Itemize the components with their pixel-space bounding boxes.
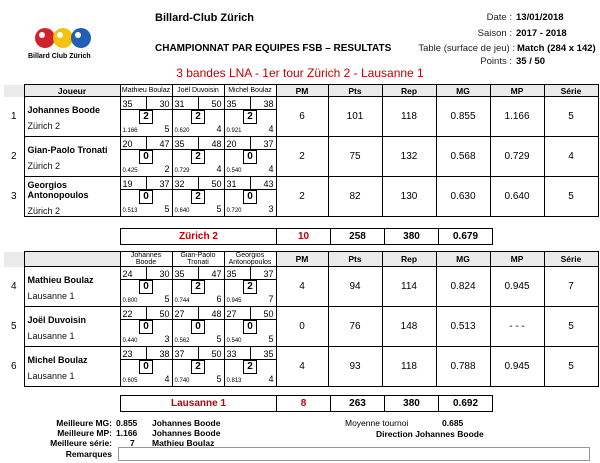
score-innings: 48: [211, 309, 222, 319]
score-average: 0.945: [226, 298, 242, 304]
serie-cell: 7: [544, 267, 598, 307]
score-match-points: 2: [191, 360, 205, 374]
serie-cell: 5: [544, 307, 598, 347]
player-cell: [24, 307, 120, 347]
score-match-points: 0: [139, 150, 153, 164]
score-average: 0.562: [174, 338, 190, 344]
score-match-points: 2: [191, 150, 205, 164]
score-innings: 37: [159, 179, 170, 189]
team1-totals: [120, 228, 493, 245]
avg-label: Moyenne tournoi: [345, 418, 409, 428]
score-innings: 48: [211, 139, 222, 149]
mg-cell: 0.513: [436, 307, 490, 347]
score-points: 31: [174, 99, 185, 109]
opponent-header: Johannes Boode: [120, 252, 172, 267]
score-box: [224, 137, 276, 177]
score-innings: 35: [263, 349, 274, 359]
pm-cell: 2: [276, 137, 328, 177]
score-average: 0.729: [174, 168, 190, 174]
score-points: 22: [122, 309, 133, 319]
score-match-points: 2: [191, 110, 205, 124]
team1-total-pm: 10: [277, 229, 331, 245]
date-label: Date :: [486, 12, 512, 23]
score-match-points: 0: [243, 150, 257, 164]
mp-cell: - - -: [490, 307, 544, 347]
score-serie: 5: [216, 334, 222, 344]
score-match-points: 0: [243, 320, 257, 334]
row-number: 1: [10, 111, 17, 122]
col-pm-header: PM: [276, 85, 328, 97]
score-innings: 50: [211, 349, 222, 359]
score-innings: 37: [263, 139, 274, 149]
player-team: Lausanne 1: [27, 290, 75, 301]
score-box: [172, 177, 224, 217]
opponent-header: Michel Boulaz: [224, 85, 276, 97]
col-mg-header: MG: [436, 252, 490, 267]
pm-cell: 6: [276, 97, 328, 137]
col-pts-header: Pts: [328, 85, 382, 97]
player-name: Georgios Antonopoulos: [27, 179, 89, 200]
pm-cell: 4: [276, 267, 328, 307]
score-average: 0.425: [122, 168, 138, 174]
score-innings: 50: [263, 309, 274, 319]
score-average: 0.740: [174, 378, 190, 384]
score-innings: 47: [211, 269, 222, 279]
score-match-points: 2: [191, 280, 205, 294]
player-team: Zürich 2: [27, 160, 61, 171]
score-points: 23: [122, 349, 133, 359]
best-mp-name: Johannes Boode: [152, 428, 221, 438]
opponent-header: Mathieu Boulaz: [120, 85, 172, 97]
score-points: 20: [226, 139, 237, 149]
mp-cell: 0.945: [490, 267, 544, 307]
score-box: [172, 97, 224, 137]
score-match-points: 2: [243, 360, 257, 374]
score-match-points: 0: [139, 190, 153, 204]
score-points: 35: [174, 269, 185, 279]
mp-cell: 0.945: [490, 347, 544, 387]
mg-cell: 0.788: [436, 347, 490, 387]
opponent-header: Georgios Antonopoulos: [224, 252, 276, 267]
player-row: [4, 177, 598, 217]
club-name: Billard-Club Zürich: [155, 12, 254, 24]
logo-text: Billard Club Zürich: [28, 53, 91, 60]
team2-totals: [120, 395, 493, 412]
score-match-points: 2: [191, 190, 205, 204]
serie-cell: 5: [544, 347, 598, 387]
score-points: 19: [122, 179, 133, 189]
score-box: [172, 307, 224, 347]
team2-total-pts: 263: [331, 396, 385, 412]
player-cell: [24, 267, 120, 307]
score-serie: 5: [164, 204, 170, 214]
score-box: [120, 137, 172, 177]
score-box: [120, 347, 172, 387]
player-cell: [24, 177, 120, 217]
score-match-points: 2: [243, 280, 257, 294]
score-box: [224, 97, 276, 137]
player-row: [4, 347, 598, 387]
rep-cell: 114: [382, 267, 436, 307]
mg-cell: 0.630: [436, 177, 490, 217]
avg-value: 0.685: [442, 418, 464, 428]
score-innings: 30: [159, 269, 170, 279]
score-innings: 30: [159, 99, 170, 109]
score-average: 0.744: [174, 298, 190, 304]
remarks-field[interactable]: [118, 447, 590, 461]
score-average: 0.440: [122, 338, 138, 344]
score-box: [224, 307, 276, 347]
player-name: Joël Duvoisin: [27, 314, 87, 325]
col-rep-header: Rep: [382, 85, 436, 97]
pts-cell: 75: [328, 137, 382, 177]
col-player-header: [24, 252, 120, 267]
mp-cell: 1.166: [490, 97, 544, 137]
team2-total-mg: 0.692: [439, 396, 493, 412]
score-serie: 4: [268, 374, 274, 384]
score-box: [172, 267, 224, 307]
score-points: 35: [226, 99, 237, 109]
player-team: Lausanne 1: [27, 370, 75, 381]
player-cell: [24, 97, 120, 137]
score-innings: 50: [159, 309, 170, 319]
rep-cell: 118: [382, 97, 436, 137]
rep-cell: 148: [382, 307, 436, 347]
player-team: Zürich 2: [27, 120, 61, 131]
score-average: 0.513: [122, 208, 138, 214]
col-player-header: Joueur: [24, 85, 120, 97]
club-logo: [10, 8, 114, 70]
row-number: 3: [10, 191, 17, 202]
score-box: [224, 267, 276, 307]
team2-total-rep: 380: [385, 396, 439, 412]
billiard-balls-icon: [10, 8, 114, 70]
col-serie-header: Série: [544, 85, 598, 97]
score-match-points: 0: [191, 320, 205, 334]
score-innings: 37: [263, 269, 274, 279]
team1-total-rep: 380: [385, 229, 439, 245]
score-serie: 4: [268, 124, 274, 134]
rep-cell: 132: [382, 137, 436, 177]
player-row: [4, 267, 598, 307]
col-serie-header: Série: [544, 252, 598, 267]
season-label: Saison :: [477, 28, 512, 39]
pm-cell: 2: [276, 177, 328, 217]
score-match-points: 0: [139, 360, 153, 374]
score-box: [120, 307, 172, 347]
score-points: 27: [174, 309, 185, 319]
score-average: 0.640: [174, 208, 190, 214]
player-name: Gian-Paolo Tronati: [27, 144, 108, 155]
table-value: Match (284 x 142): [517, 43, 596, 54]
opponent-header: Gian-Paolo Tronati: [172, 252, 224, 267]
player-team: Lausanne 1: [27, 330, 75, 341]
mp-cell: 0.640: [490, 177, 544, 217]
player-name: Mathieu Boulaz: [27, 274, 94, 285]
table-label: Table (surface de jeu) :: [418, 43, 515, 54]
score-serie: 3: [268, 204, 274, 214]
date-value: 13/01/2018: [516, 12, 564, 23]
score-points: 32: [174, 179, 185, 189]
score-match-points: 2: [139, 110, 153, 124]
player-row: [4, 137, 598, 177]
rep-cell: 130: [382, 177, 436, 217]
best-serie-label: Meilleure série:: [50, 438, 112, 448]
score-points: 33: [226, 349, 237, 359]
score-innings: 50: [211, 179, 222, 189]
score-points: 20: [122, 139, 133, 149]
score-average: 0.540: [226, 168, 242, 174]
score-innings: 47: [159, 139, 170, 149]
serie-cell: 5: [544, 97, 598, 137]
team1-results-table: [4, 84, 599, 217]
row-number: 2: [10, 151, 17, 162]
score-points: 35: [226, 269, 237, 279]
score-box: [120, 267, 172, 307]
remarks-label: Remarques: [65, 449, 112, 459]
score-box: [120, 97, 172, 137]
player-row: [4, 307, 598, 347]
col-mg-header: MG: [436, 85, 490, 97]
row-number: 4: [10, 281, 17, 292]
score-innings: 50: [211, 99, 222, 109]
opponent-header: Joël Duvoisin: [172, 85, 224, 97]
score-serie: 4: [216, 124, 222, 134]
score-average: 0.800: [122, 298, 138, 304]
pts-cell: 101: [328, 97, 382, 137]
player-team: Zürich 2: [27, 205, 61, 216]
score-average: 0.540: [226, 338, 242, 344]
best-serie-value: 7: [130, 438, 135, 448]
match-title: 3 bandes LNA - 1er tour Zürich 2 - Lausanne 1: [176, 66, 424, 80]
score-serie: 6: [216, 294, 222, 304]
points-label: Points :: [480, 56, 512, 67]
col-rep-header: Rep: [382, 252, 436, 267]
serie-cell: 4: [544, 137, 598, 177]
score-box: [224, 347, 276, 387]
score-serie: 4: [164, 374, 170, 384]
direction-text: Direction Johannes Boode: [376, 429, 484, 439]
points-value: 35 / 50: [516, 56, 546, 67]
team1-total-pts: 258: [331, 229, 385, 245]
best-mg-label: Meilleure MG:: [56, 418, 112, 428]
score-serie: 2: [164, 164, 170, 174]
score-match-points: 2: [243, 110, 257, 124]
col-mp-header: MP: [490, 85, 544, 97]
team2-total-name: Lausanne 1: [121, 396, 277, 412]
row-number: 5: [10, 321, 17, 332]
col-pts-header: Pts: [328, 252, 382, 267]
best-mp-value: 1.166: [116, 428, 138, 438]
season-value: 2017 - 2018: [516, 28, 567, 39]
player-row: [4, 97, 598, 137]
score-points: 37: [174, 349, 185, 359]
score-points: 27: [226, 309, 237, 319]
pts-cell: 93: [328, 347, 382, 387]
rep-cell: 118: [382, 347, 436, 387]
row-number: 6: [10, 361, 17, 372]
score-points: 31: [226, 179, 237, 189]
team1-total-mg: 0.679: [439, 229, 493, 245]
player-cell: [24, 137, 120, 177]
pts-cell: 94: [328, 267, 382, 307]
team2-total-pm: 8: [277, 396, 331, 412]
team2-results-table: [4, 251, 599, 387]
score-box: [172, 347, 224, 387]
mp-cell: 0.729: [490, 137, 544, 177]
score-serie: 5: [164, 124, 170, 134]
mg-cell: 0.855: [436, 97, 490, 137]
score-points: 35: [174, 139, 185, 149]
score-box: [172, 137, 224, 177]
score-box: [224, 177, 276, 217]
mg-cell: 0.568: [436, 137, 490, 177]
score-serie: 7: [268, 294, 274, 304]
score-innings: 38: [159, 349, 170, 359]
pm-cell: 4: [276, 347, 328, 387]
best-mg-value: 0.855: [116, 418, 138, 428]
pm-cell: 0: [276, 307, 328, 347]
team1-total-name: Zürich 2: [121, 229, 277, 245]
score-serie: 4: [268, 164, 274, 174]
score-average: 0.720: [226, 208, 242, 214]
score-serie: 4: [216, 164, 222, 174]
score-serie: 3: [164, 334, 170, 344]
score-average: 0.605: [122, 378, 138, 384]
score-serie: 5: [164, 294, 170, 304]
score-serie: 5: [216, 374, 222, 384]
best-serie-name: Mathieu Boulaz: [152, 438, 215, 448]
score-innings: 38: [263, 99, 274, 109]
score-points: 24: [122, 269, 133, 279]
col-mp-header: MP: [490, 252, 544, 267]
score-match-points: 0: [139, 320, 153, 334]
score-average: 1.166: [122, 128, 138, 134]
score-match-points: 0: [243, 190, 257, 204]
best-mp-label: Meilleure MP:: [57, 428, 112, 438]
score-serie: 5: [268, 334, 274, 344]
player-cell: [24, 347, 120, 387]
pts-cell: 76: [328, 307, 382, 347]
score-average: 0.921: [226, 128, 242, 134]
player-name: Michel Boulaz: [27, 354, 88, 365]
col-pm-header: PM: [276, 252, 328, 267]
mg-cell: 0.824: [436, 267, 490, 307]
player-name: Johannes Boode: [27, 104, 101, 115]
score-serie: 5: [216, 204, 222, 214]
page-title: CHAMPIONNAT PAR EQUIPES FSB – RESULTATS: [155, 43, 392, 54]
serie-cell: 5: [544, 177, 598, 217]
score-average: 0.620: [174, 128, 190, 134]
best-mg-name: Johannes Boode: [152, 418, 221, 428]
score-average: 0.813: [226, 378, 242, 384]
score-points: 35: [122, 99, 133, 109]
score-match-points: 0: [139, 280, 153, 294]
pts-cell: 82: [328, 177, 382, 217]
score-innings: 43: [263, 179, 274, 189]
score-box: [120, 177, 172, 217]
